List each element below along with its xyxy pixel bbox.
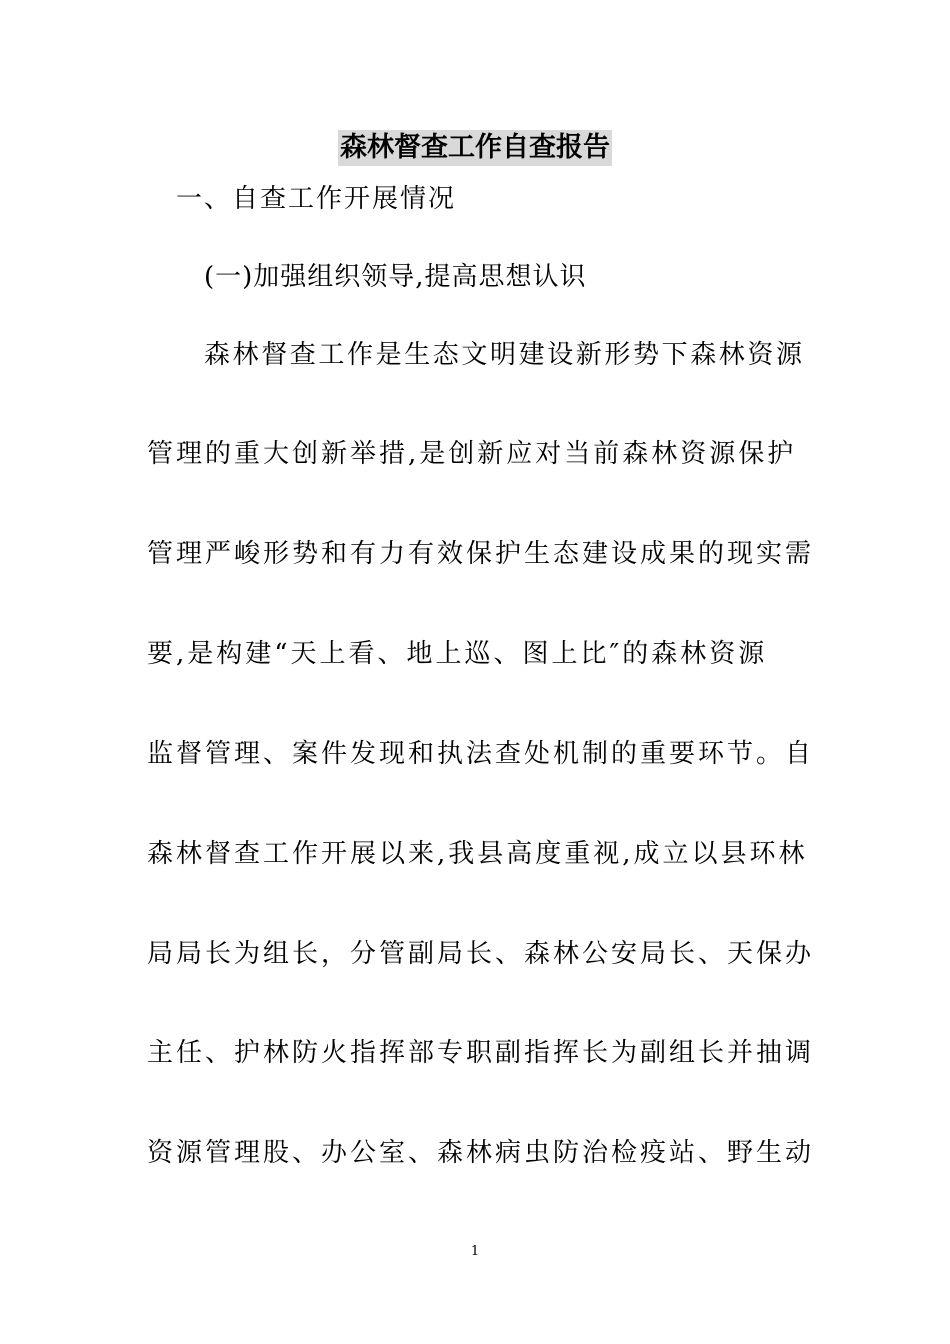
body-line-7: 局局长为组长，分管副局长、森林公安局长、天保办	[147, 939, 815, 969]
body-line-3: 管理严峻形势和有力有效保护生态建设成果的现实需	[147, 539, 815, 569]
body-line-4: 要,是构建“天上看、地上巡、图上比″的森林资源	[147, 639, 768, 669]
section-heading: 一、自查工作开展情况	[176, 184, 457, 214]
body-line-9: 资源管理股、办公室、森林病虫防治检疫站、野生动	[147, 1138, 815, 1168]
body-line-1: 森林督查工作是生态文明建设新形势下森林资源	[204, 340, 805, 370]
body-line-8: 主任、护林防火指挥部专职副指挥长为副组长并抽调	[147, 1038, 815, 1068]
body-line-5: 监督管理、案件发现和执法查处机制的重要环节。自	[147, 739, 815, 769]
title-container	[0, 130, 950, 166]
body-line-2: 管理的重大创新举措,是创新应对当前森林资源保护	[147, 439, 797, 469]
subsection-heading: (一)加强组织领导,提高思想认识	[204, 262, 587, 292]
body-line-6: 森林督查工作开展以来,我县高度重视,成立以县环林	[147, 839, 808, 869]
page-number: 1	[470, 1244, 480, 1259]
document-title: 森林督查工作自查报告	[338, 130, 612, 166]
